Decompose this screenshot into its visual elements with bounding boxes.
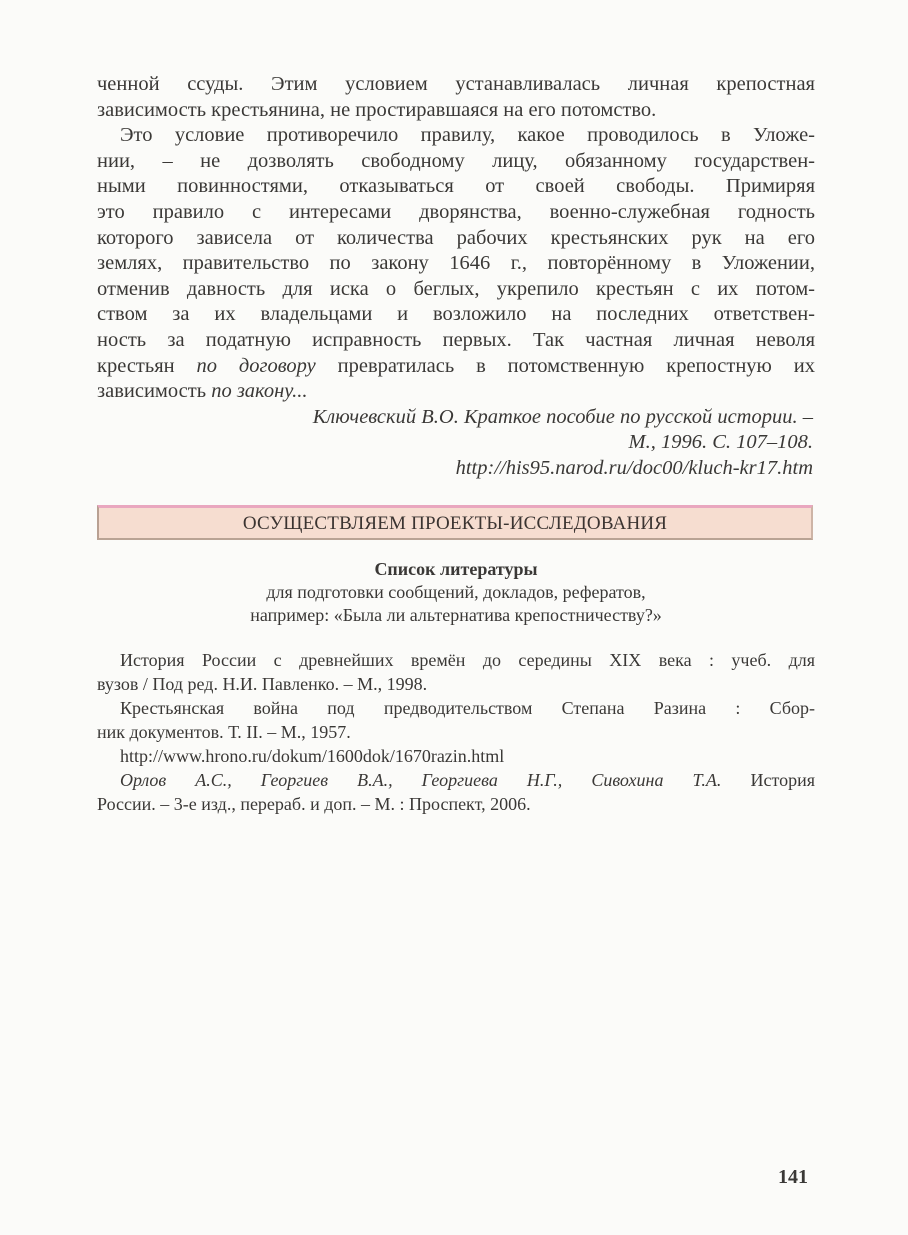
text-line [97, 379, 815, 405]
text-line [97, 354, 815, 380]
section-banner: ОСУЩЕСТВЛЯЕМ ПРОЕКТЫ-ИССЛЕДОВАНИЯ [97, 505, 813, 540]
bibliography-item: вузов / Под ред. Н.И. Павленко. – М., 1998. [97, 674, 428, 694]
text-line: землях, правительство по закону 1646 г., повторённому в Уложении, [97, 252, 815, 275]
text-line: ными повинностями, отказываться от своей свободы. Примиряя [97, 175, 815, 198]
text-line: ством за их владельцами и возложило на последних ответствен- [97, 303, 815, 326]
citation-line: Ключевский В.О. Краткое пособие по русской истории. – [312, 405, 813, 428]
authors: Орлов А.С., Георгиев В.А., Георгиева Н.Г., Сивохина Т.А. [120, 770, 722, 790]
literature-subtitle: для подготовки сообщений, докладов, рефератов, [266, 582, 646, 602]
text: крестьян [97, 354, 197, 377]
literature-subtitle: например: «Была ли альтернатива крепостничеству?» [250, 605, 662, 625]
text-line: это правило с интересами дворянства, военно-служебная годность [97, 200, 815, 223]
literature-heading [97, 558, 815, 627]
text: История [721, 770, 815, 790]
literature-title: Список литературы [374, 559, 538, 579]
bibliography-item [97, 768, 815, 792]
citation-url: http://his95.narod.ru/doc00/kluch-kr17.htm [455, 456, 813, 479]
bibliography-item: России. – 3-е изд., перераб. и доп. – М. : Проспект, 2006. [97, 794, 531, 814]
text-line: ность за податную исправность первых. Так частная личная неволя [97, 328, 815, 351]
text-line: Это условие противоречило правилу, какое проводилось в Уложе- [120, 124, 815, 147]
text-line: которого зависела от количества рабочих крестьянских рук на его [97, 226, 815, 249]
emphasis: по закону... [211, 380, 308, 403]
bibliography-item: История России с древнейших времён до середины XIX века : учеб. для [120, 650, 815, 670]
bibliography-item: ник документов. Т. II. – М., 1957. [97, 722, 351, 742]
text: зависимость [97, 380, 212, 403]
text-line: нии, – не дозволять свободному лицу, обязанному государствен- [97, 149, 815, 172]
text-line: ченной ссуды. Этим условием устанавливалась личная крепостная [97, 73, 815, 95]
quote-text [97, 72, 815, 482]
bibliography-item: Крестьянская война под предводительством Степана Разина : Сбор- [120, 698, 815, 718]
text: превратилась в потомственную крепостную их [315, 354, 815, 377]
bibliography-url: http://www.hrono.ru/dokum/1600dok/1670razin.html [120, 746, 505, 766]
citation-line: М., 1996. С. 107–108. [628, 431, 813, 454]
text-line: отменив давность для иска о беглых, укрепило крестьян с их потом- [97, 277, 815, 300]
emphasis: по договору [196, 354, 316, 377]
page-number: 141 [778, 1166, 808, 1188]
text-line: зависимость крестьянина, не простиравшаяся на его потомство. [97, 98, 657, 121]
bibliography-list [97, 648, 815, 816]
